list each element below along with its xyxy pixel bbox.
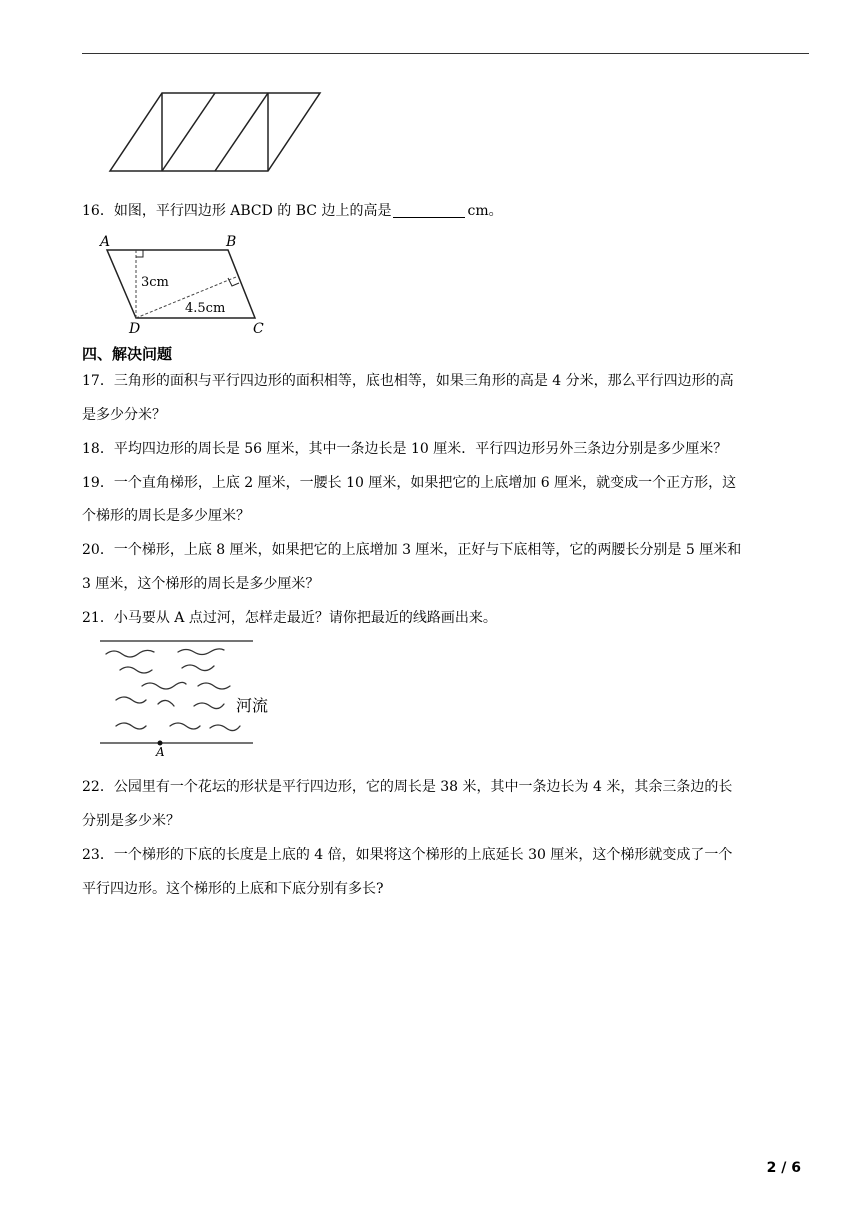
section-title: 四、解决问题 xyxy=(82,345,173,363)
question-23-line-2: 平行四边形。这个梯形的上底和下底分别有多长? xyxy=(82,881,384,897)
header-rule xyxy=(82,53,809,54)
question-22-line-2: 分别是多少米？ xyxy=(82,813,180,829)
label-point-a: A xyxy=(156,745,165,756)
question-21: 21．小马要从 A 点过河，怎样走最近？请你把最近的线路画出来。 xyxy=(82,610,497,626)
label-b: B xyxy=(226,234,237,250)
parallelogram-triangles-figure xyxy=(105,88,330,178)
question-17-line-1: 17．三角形的面积与平行四边形的面积相等，底也相等，如果三角形的高是 4 分米，那么平行四边形的高 xyxy=(82,373,734,389)
label-river: 河流 xyxy=(236,696,269,715)
question-19-line-2: 个梯形的周长是多少厘米？ xyxy=(82,508,250,524)
parallelogram-abcd-figure xyxy=(95,230,275,338)
label-height-4-5cm: 4.5cm xyxy=(185,301,226,316)
question-20-line-1: 20．一个梯形，上底 8 厘米，如果把它的上底增加 3 厘米，正好与下底相等，它的两腰长分别是 5 厘米和 xyxy=(82,542,742,558)
q16-text: 16．如图，平行四边形 ABCD 的 BC 边上的高是 xyxy=(82,203,392,219)
river-figure xyxy=(98,636,288,756)
question-22-line-1: 22．公园里有一个花坛的形状是平行四边形，它的周长是 38 米，其中一条边长为 4 米，其余三条边的长 xyxy=(82,779,733,795)
question-23-line-1: 23．一个梯形的下底的长度是上底的 4 倍，如果将这个梯形的上底延长 30 厘米，这个梯形就变成了一个 xyxy=(82,847,733,863)
label-a: A xyxy=(100,234,111,250)
label-d: D xyxy=(129,321,141,337)
page-number: 2 / 6 xyxy=(766,1160,801,1176)
question-19-line-1: 19．一个直角梯形，上底 2 厘米，一腰长 10 厘米，如果把它的上底增加 6 厘米，就变成一个正方形，这 xyxy=(82,475,737,491)
q16-unit: cm。 xyxy=(467,203,503,219)
question-17-line-2: 是多少分米？ xyxy=(82,407,166,423)
question-16 xyxy=(82,200,503,222)
label-height-3cm: 3cm xyxy=(141,275,169,290)
question-18: 18．平均四边形的周长是 56 厘米，其中一条边长是 10 厘米．平行四边形另外三条边分别是多少厘米？ xyxy=(82,441,728,457)
question-20-line-2: 3 厘米，这个梯形的周长是多少厘米？ xyxy=(82,576,320,592)
answer-blank[interactable] xyxy=(393,203,465,218)
label-c: C xyxy=(253,321,264,337)
